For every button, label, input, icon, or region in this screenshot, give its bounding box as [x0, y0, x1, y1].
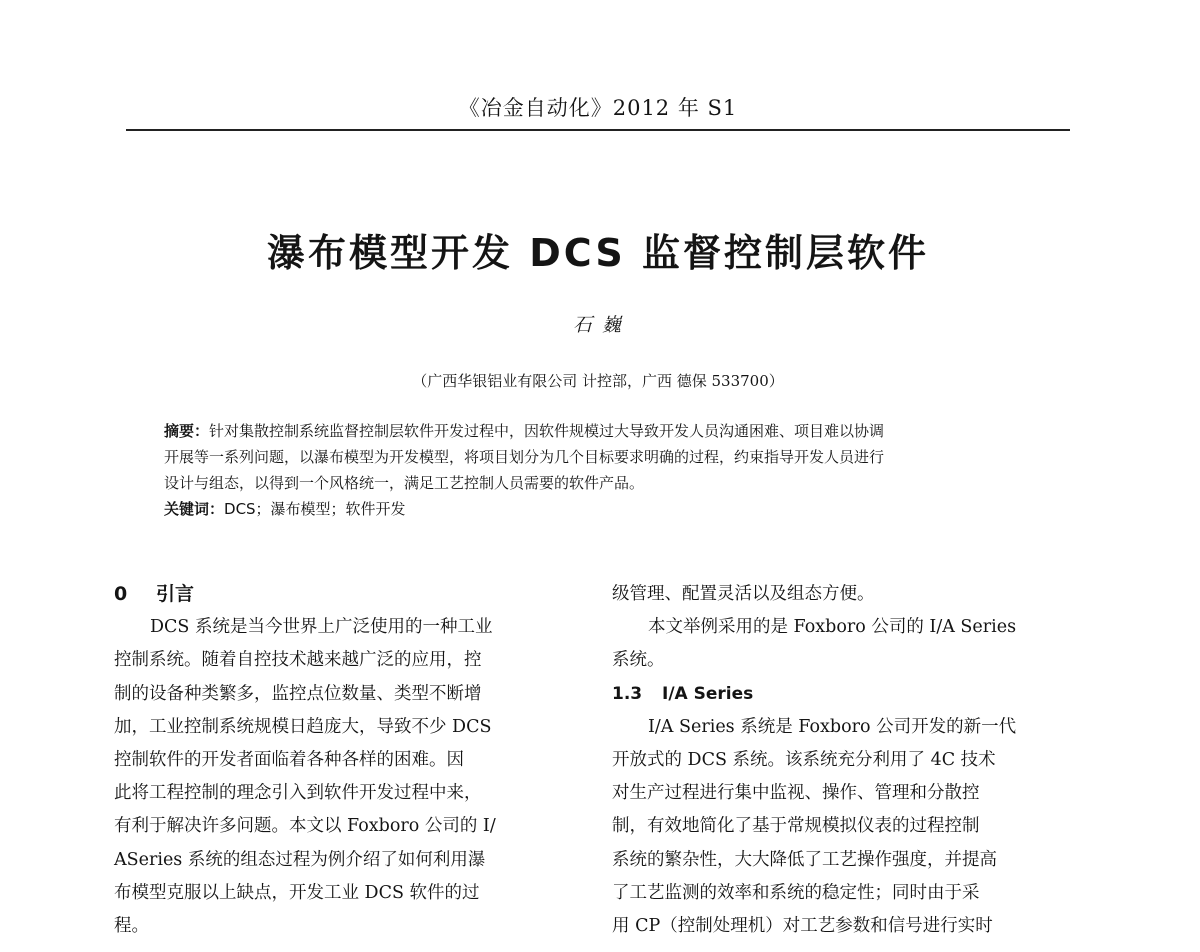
body-line: 制的设备种类繁多，监控点位数量、类型不断增	[114, 683, 482, 704]
keywords-label: 关键词：	[164, 500, 225, 518]
keywords-line	[164, 496, 1044, 522]
keywords-text: DCS；瀑布模型；软件开发	[224, 500, 406, 518]
body-line: 此将工程控制的理念引入到软件开发过程中来，	[114, 783, 482, 804]
paper-title: 瀑布模型开发 DCS 监督控制层软件	[267, 231, 929, 275]
body-line: I/A Series 系统是 Foxboro 公司开发的新一代	[648, 716, 1017, 737]
abstract-line	[164, 418, 1044, 444]
abstract-line: 开展等一系列问题，以瀑布模型为开发模型，将项目划分为几个目标要求明确的过程，约束指导开发人员进行	[164, 448, 885, 466]
body-line: 对生产过程进行集中监视、操作、管理和分散控	[612, 783, 980, 804]
section-title: 引言	[156, 583, 195, 605]
running-header: 《冶金自动化》2012 年 S1	[458, 96, 738, 120]
body-line: 级管理、配置灵活以及组态方便。	[612, 584, 875, 604]
abstract-block	[164, 418, 1044, 522]
abstract-label: 摘要：	[164, 422, 210, 440]
body-line: 开放式的 DCS 系统。该系统充分利用了 4C 技术	[612, 749, 996, 770]
section-heading-introduction	[114, 578, 576, 611]
body-line: 布模型克服以上缺点，开发工业 DCS 软件的过	[114, 882, 480, 903]
abstract-line: 设计与组态，以得到一个风格统一，满足工艺控制人员需要的软件产品。	[164, 474, 645, 492]
body-line: 用 CP（控制处理机）对工艺参数和信号进行实时	[612, 915, 993, 936]
body-line: 系统。	[612, 650, 665, 671]
body-line: 系统的繁杂性，大大降低了工艺操作强度，并提高	[612, 849, 997, 870]
section-number: 0	[114, 583, 128, 605]
body-line: 加，工业控制系统规模日趋庞大，导致不少 DCS	[114, 716, 492, 737]
body-line: 制，有效地简化了基于常规模拟仪表的过程控制	[612, 816, 980, 837]
body-line: 控制软件的开发者面临着各种各样的困难。因	[114, 749, 464, 770]
body-line: 程。	[114, 915, 149, 936]
header-rule	[126, 129, 1070, 131]
subsection-number: 1.3	[612, 683, 643, 704]
subsection-title: I/A Series	[662, 683, 754, 704]
body-line: ASeries 系统的组态过程为例介绍了如何利用瀑	[114, 849, 486, 870]
body-line: 了工艺监测的效率和系统的稳定性；同时由于采	[612, 882, 980, 903]
right-column	[612, 578, 1074, 943]
body-line: DCS 系统是当今世界上广泛使用的一种工业	[150, 617, 493, 638]
body-line: 有利于解决许多问题。本文以 Foxboro 公司的 I/	[114, 816, 496, 837]
left-column	[114, 578, 576, 943]
body-line: 本文举例采用的是 Foxboro 公司的 I/A Series	[648, 617, 1017, 638]
body-line: 控制系统。随着自控技术越来越广泛的应用，控	[114, 650, 482, 671]
abstract-text: 针对集散控制系统监督控制层软件开发过程中，因软件规模过大导致开发人员沟通困难、项目难以协调	[209, 422, 885, 440]
subsection-heading-ia-series	[612, 678, 1074, 711]
author-affiliation: （广西华银铝业有限公司 计控部，广西 德保 533700）	[412, 372, 784, 390]
author-name: 石 巍	[572, 314, 624, 336]
